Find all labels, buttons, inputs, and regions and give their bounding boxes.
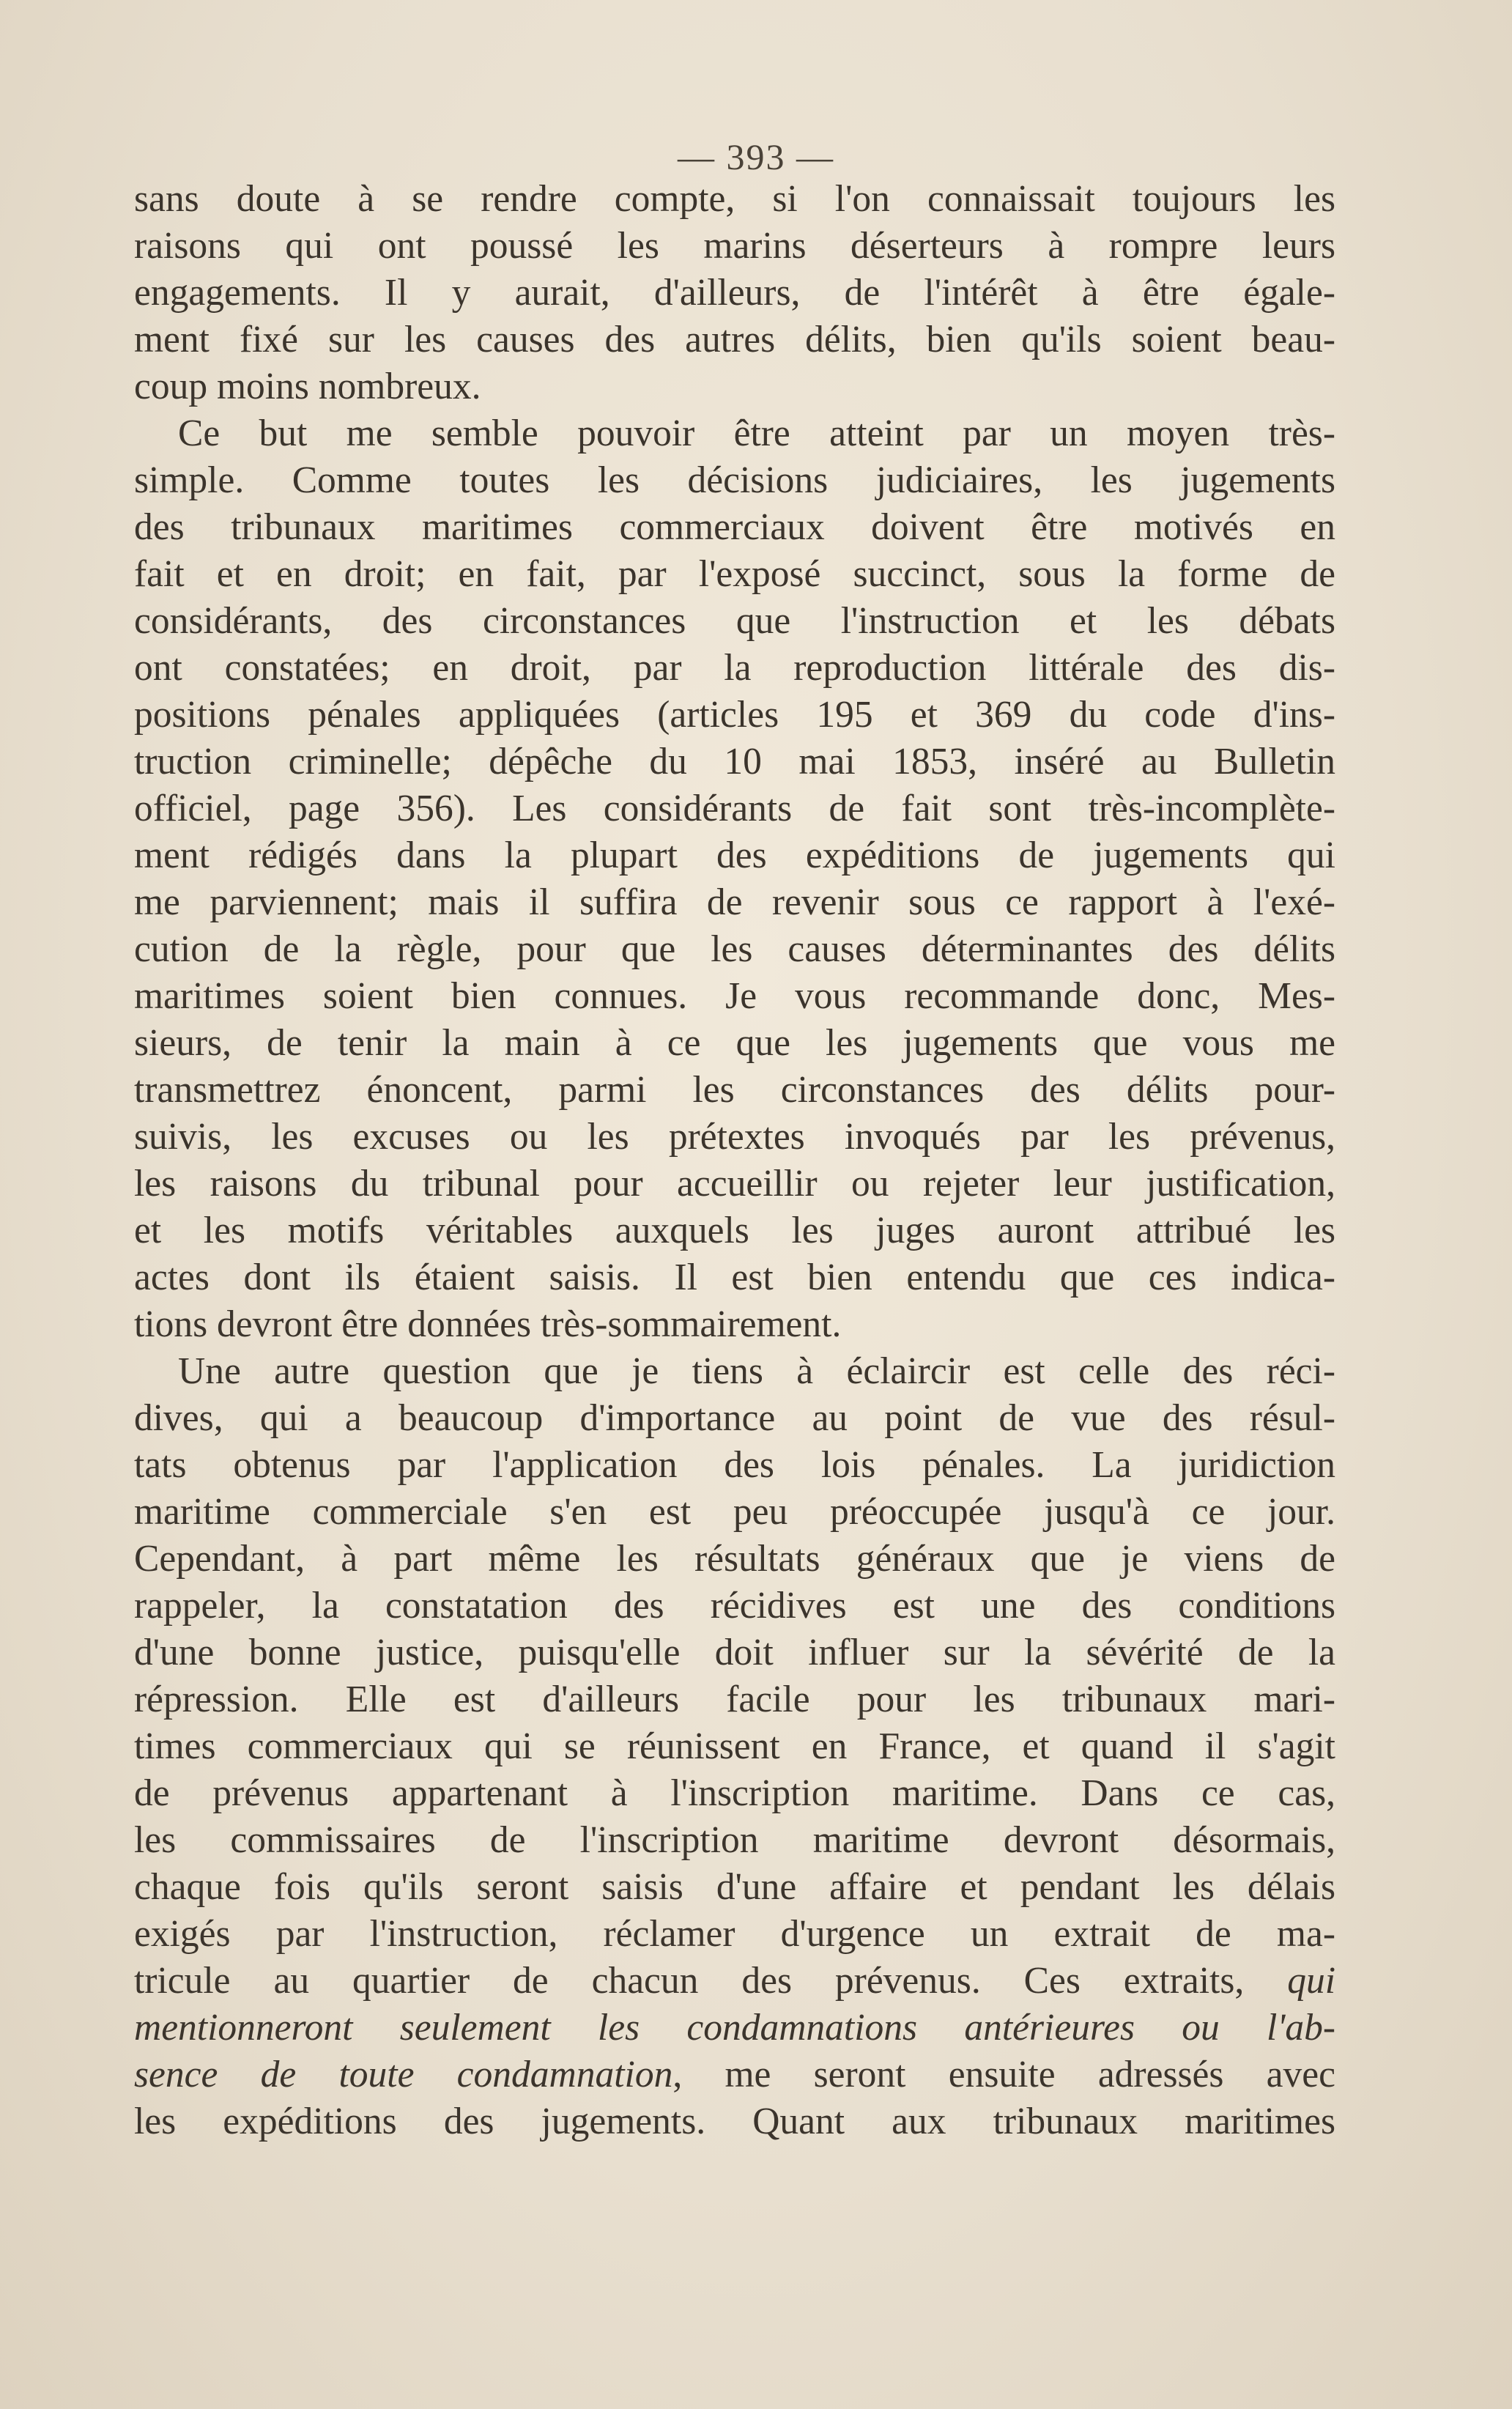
text-line: coup moins nombreux. (134, 366, 481, 407)
text-line: transmettrez énoncent, parmi les circonstances des délits pour- (134, 1069, 1335, 1111)
text-line: truction criminelle; dépêche du 10 mai 1853, inséré au Bulletin (134, 741, 1335, 782)
text-line: actes dont ils étaient saisis. Il est bien entendu que ces indica- (134, 1257, 1335, 1298)
text-line: suivis, les excuses ou les prétextes invoqués par les prévenus, (134, 1116, 1335, 1158)
text-line: tats obtenus par l'application des lois pénales. La juridiction (134, 1444, 1335, 1486)
text-line: simple. Comme toutes les décisions judiciaires, les jugements (134, 459, 1335, 501)
text-line: maritime commerciale s'en est peu préoccupée jusqu'à ce jour. (134, 1491, 1335, 1533)
text-line: Une autre question que je tiens à éclaircir est celle des réci- (178, 1350, 1335, 1392)
text-line: rappeler, la constatation des récidives est une des conditions (134, 1585, 1335, 1627)
text-line: exigés par l'instruction, réclamer d'urgence un extrait de ma- (134, 1913, 1335, 1955)
page-number: — 393 — (678, 136, 834, 177)
body-text (134, 176, 1335, 2145)
text-line: les raisons du tribunal pour accueillir ou rejeter leur justification, (134, 1163, 1335, 1204)
text-line: ment rédigés dans la plupart des expéditions de jugements qui (134, 835, 1335, 876)
text-run: , me seront ensuite adressés avec (672, 2054, 1335, 2095)
text-line: d'une bonne justice, puisqu'elle doit influer sur la sévérité de la (134, 1632, 1335, 1673)
italic-text-run: qui (1287, 1960, 1335, 2002)
text-line: ment fixé sur les causes des autres délits, bien qu'ils soient beau- (134, 319, 1335, 360)
italic-text-run: sence de toute condamnation (134, 2054, 673, 2095)
italic-text-line: mentionneront seulement les condamnations antérieures ou l'ab- (134, 2007, 1335, 2049)
text-line: times commerciaux qui se réunissent en France, et quand il s'agit (134, 1725, 1335, 1767)
text-line: des tribunaux maritimes commerciaux doivent être motivés en (134, 506, 1335, 548)
text-line: répression. Elle est d'ailleurs facile pour les tribunaux mari- (134, 1679, 1335, 1720)
text-line (134, 2051, 1335, 2098)
text-line: tions devront être données très-sommairement. (134, 1303, 842, 1345)
text-line: sieurs, de tenir la main à ce que les jugements que vous me (134, 1022, 1335, 1064)
text-line: raisons qui ont poussé les marins déserteurs à rompre leurs (134, 225, 1335, 267)
text-line (134, 1958, 1335, 2005)
text-line: de prévenus appartenant à l'inscription maritime. Dans ce cas, (134, 1772, 1335, 1814)
text-line: cution de la règle, pour que les causes déterminantes des délits (134, 928, 1335, 970)
text-line: officiel, page 356). Les considérants de fait sont très-incomplète- (134, 788, 1335, 829)
text-line: chaque fois qu'ils seront saisis d'une affaire et pendant les délais (134, 1866, 1335, 1908)
text-run: tricule au quartier de chacun des prévenus. Ces extraits, (134, 1960, 1288, 2002)
text-line: Ce but me semble pouvoir être atteint par un moyen très- (178, 412, 1335, 454)
text-line: les expéditions des jugements. Quant aux tribunaux maritimes (134, 2101, 1335, 2142)
text-line: fait et en droit; en fait, par l'exposé succinct, sous la forme de (134, 553, 1335, 595)
text-line: positions pénales appliquées (articles 195 et 369 du code d'ins- (134, 694, 1335, 736)
text-line: les commissaires de l'inscription maritime devront désormais, (134, 1819, 1335, 1861)
text-line: considérants, des circonstances que l'instruction et les débats (134, 600, 1335, 642)
text-line: sans doute à se rendre compte, si l'on connaissait toujours les (134, 178, 1335, 220)
text-line: me parviennent; mais il suffira de revenir sous ce rapport à l'exé- (134, 881, 1335, 923)
text-line: ont constatées; en droit, par la reproduction littérale des dis- (134, 647, 1335, 689)
text-line: maritimes soient bien connues. Je vous recommande donc, Mes- (134, 975, 1335, 1017)
text-line: engagements. Il y aurait, d'ailleurs, de l'intérêt à être égale- (134, 272, 1335, 314)
text-line: et les motifs véritables auxquels les juges auront attribué les (134, 1210, 1335, 1251)
text-line: Cependant, à part même les résultats généraux que je viens de (134, 1538, 1335, 1580)
text-line: dives, qui a beaucoup d'importance au point de vue des résul- (134, 1397, 1335, 1439)
